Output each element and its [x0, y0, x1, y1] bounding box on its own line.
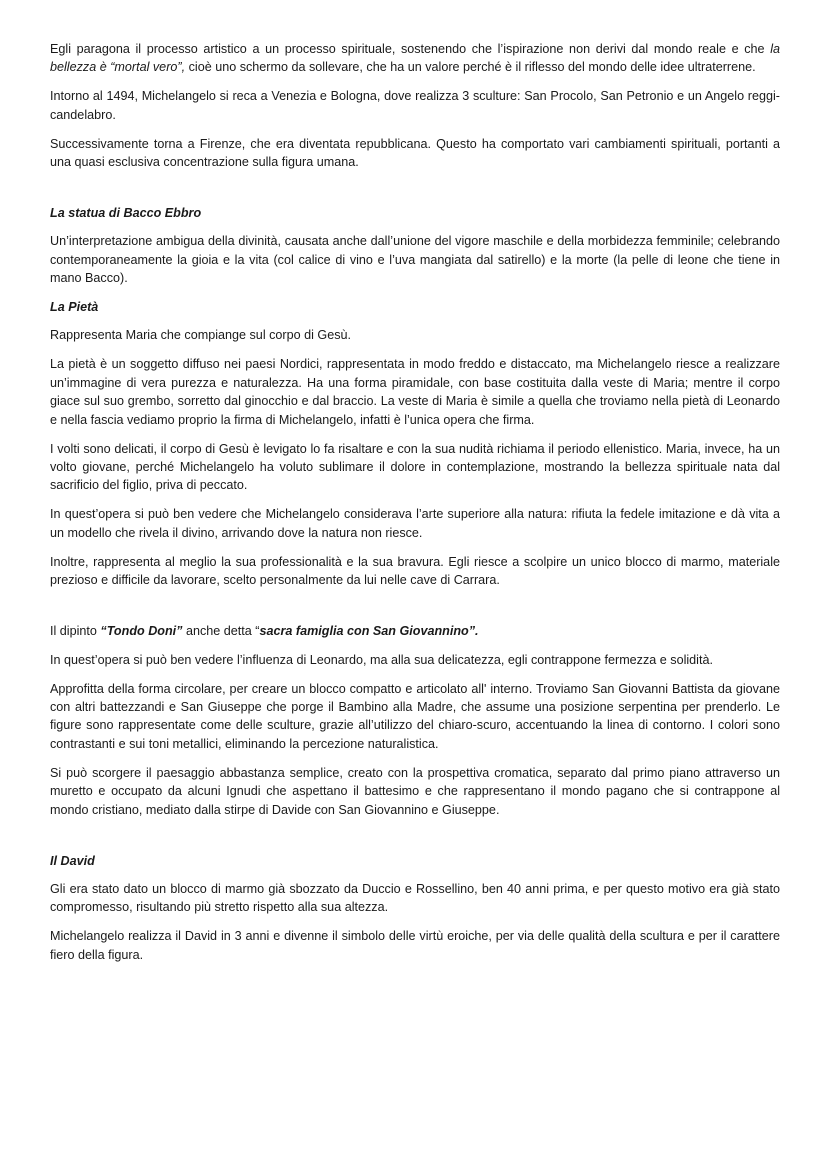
paragraph-david-1: Gli era stato dato un blocco di marmo già sbozzato da Duccio e Rossellino, ben 40 anni prima, e per questo motivo era già stato compromesso, risultando più stretto rispetto alla sua altezza.: [50, 881, 780, 915]
paragraph-tondo-2: Approfitta della forma circolare, per creare un blocco compatto e articolato all' interno. Troviamo San Giovanni Battista da giovane con altri battezzandi e San Giuseppe che porge il Bambino alla Madre, che assume una posizione serpentina per prenderlo. Le figure sono rappresentate come delle sculture, grazie all’utilizzo del chiaro-scuro, accentuando la linea di contorno. I colori sono contrastanti e sui toni metallici, eliminando la percezione naturalistica.: [50, 681, 780, 751]
paragraph-firenze: Successivamente torna a Firenze, che era diventata repubblicana. Questo ha comportato vari cambiamenti spirituali, portanti a una quasi esclusiva concentrazione sulla figura umana.: [50, 136, 780, 170]
heading-bacco: La statua di Bacco Ebbro: [50, 205, 202, 220]
subtitle-sacra-famiglia: sacra famiglia con San Giovannino”.: [259, 623, 479, 638]
paragraph-pieta-5: Inoltre, rappresenta al meglio la sua professionalità e la sua bravura. Egli riesce a scolpire un unico blocco di marmo, materiale prezioso e difficile da lavorare, scelto personalmente da lui nelle cave di Carrara.: [50, 554, 780, 587]
title-tondo-doni: “Tondo Doni”: [100, 623, 183, 638]
paragraph-pieta-1: Rappresenta Maria che compiange sul corpo di Gesù.: [50, 328, 352, 343]
paragraph-tondo-3: Si può scorgere il paesaggio abbastanza semplice, creato con la prospettiva cromatica, separato dal primo piano attraverso un muretto e occupato da alcuni Ignudi che aspettano il battesimo e che rappresentano il mondo pagano che si contrappone al mondo cristiano, mediato dalla stirpe di Davide con San Giovannino e Giuseppe.: [50, 765, 780, 817]
paragraph-david-2: Michelangelo realizza il David in 3 anni e divenne il simbolo delle virtù eroiche, per via delle qualità della scultura e per il carattere fiero della figura.: [50, 929, 780, 962]
section-spacer: [50, 600, 780, 622]
heading-david: Il David: [50, 853, 95, 868]
document-page: [50, 40, 780, 975]
section-spacer: [50, 182, 780, 204]
paragraph-artistic-process: Egli paragona il processo artistico a un processo spirituale, sostenendo che l’ispirazione non derivi dal mondo reale e che la bellezza è “mortal vero”, cioè uno schermo da sollevare, che ha un valore perché è il riflesso del mondo delle idee ultraterrene.: [50, 42, 780, 75]
paragraph-pieta-2: La pietà è un soggetto diffuso nei paesi Nordici, rappresentata in modo freddo e distaccato, ma Michelangelo riesce a realizzare un’immagine di vera purezza e naturalezza. Ha una forma piramidale, con base costituita dalla veste di Maria; mentre il corpo giace sul suo grembo, sorretto dal ginocchio e dal braccio. La veste di Maria è simile a quella che troviamo nella pietà di Leonardo e nella fascia vediamo proprio la firma di Michelangelo, infatti è l’unica opera che firma.: [50, 357, 780, 427]
paragraph-tondo-1: In quest’opera si può ben vedere l’influenza di Leonardo, ma alla sua delicatezza, egli contrappone fermezza e solidità.: [50, 652, 713, 667]
paragraph-pieta-4: In quest’opera si può ben vedere che Michelangelo considerava l’arte superiore alla natura: rifiuta la fedele imitazione e dà vita a un modello che rivela il divino, arrivando dove la natura non riesce.: [50, 507, 780, 540]
quote-mortal-vero: la bellezza è “mortal vero”,: [50, 42, 780, 75]
paragraph-venezia-bologna: Intorno al 1494, Michelangelo si reca a Venezia e Bologna, dove realizza 3 sculture: San Procolo, San Petronio e un Angelo reggi- candelabro.: [50, 89, 780, 122]
paragraph-pieta-3: I volti sono delicati, il corpo di Gesù è levigato lo fa risaltare e con la sua nudità richiama il periodo ellenistico. Maria, invece, ha un volto giovane, perché Michelangelo ha voluto sublimare il dolore in contemplazione, mostrando la bellezza spirituale nata dal sacrificio del figlio, priva di peccato.: [50, 441, 780, 493]
section-spacer: [50, 830, 780, 852]
intro-tondo-doni: Il dipinto “Tondo Doni” anche detta “sacra famiglia con San Giovannino”.: [50, 623, 479, 638]
paragraph-bacco: Un’interpretazione ambigua della divinità, causata anche dall’unione del vigore maschile e della morbidezza femminile; celebrando contemporaneamente la gioia e la vita (col calice di vino e l’uva mangiata dal satirello) e la morte (la pelle di leone che tiene in mano Bacco).: [50, 234, 780, 286]
heading-pieta: La Pietà: [50, 300, 99, 315]
